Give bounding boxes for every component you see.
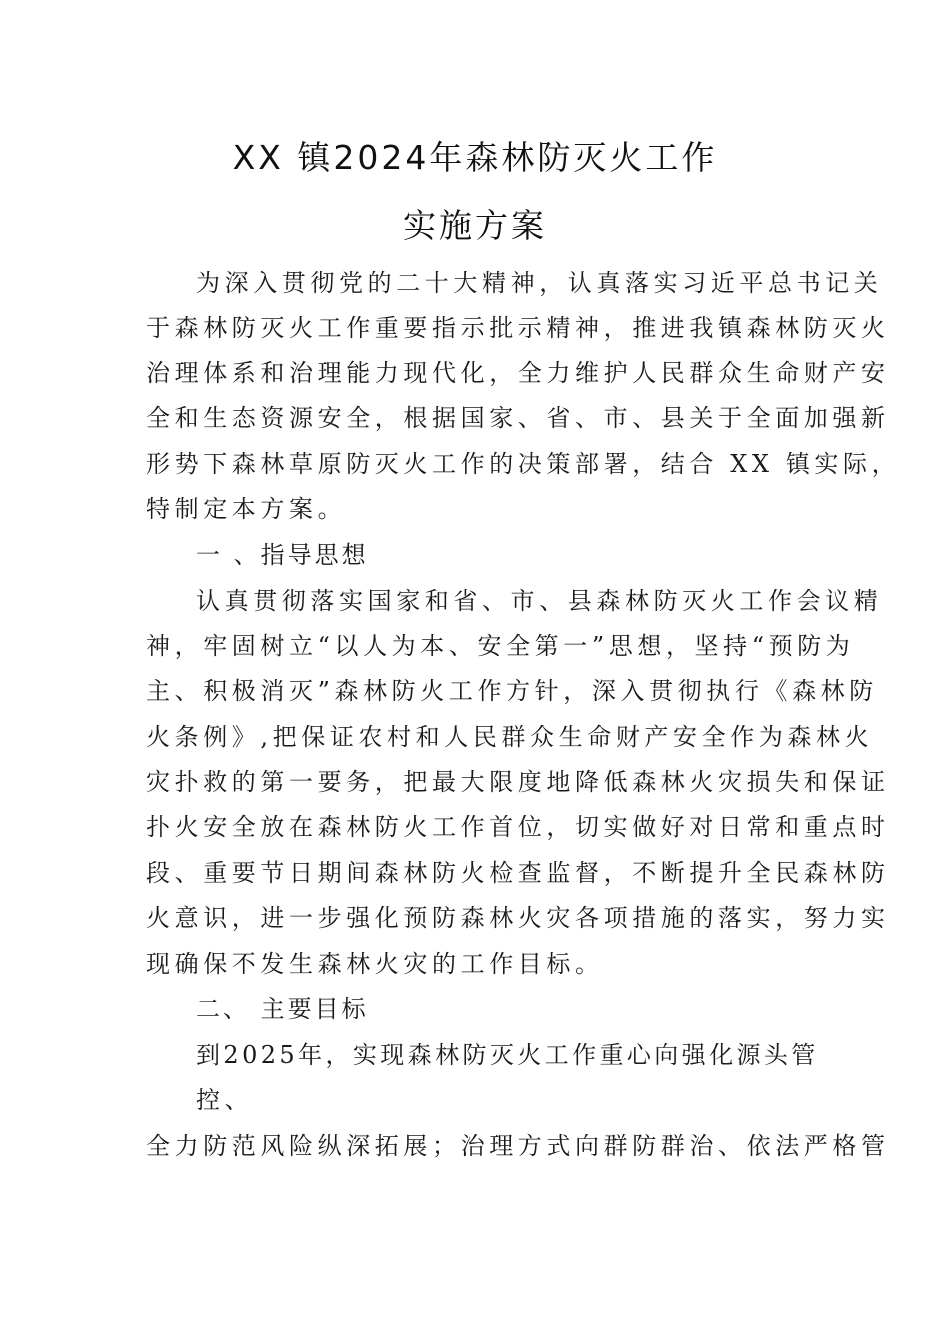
section1-line: 火条例》,把保证农村和人民群众生命财产安全作为森林火	[146, 723, 874, 751]
intro-line: 特制定本方案。	[146, 495, 347, 523]
section1-line: 灾扑救的第一要务，把最大限度地降低森林火灾损失和保证	[146, 768, 890, 796]
section1-line: 现确保不发生森林火灾的工作目标。	[146, 950, 604, 978]
intro-line: 治理体系和治理能力现代化，全力维护人民群众生命财产安	[146, 359, 890, 387]
document-title: XX 镇2024年森林防灭火工作	[232, 138, 718, 177]
section1-line: 段、重要节日期间森林防火检查监督，不断提升全民森林防	[146, 859, 890, 887]
section1-line: 扑火安全放在森林防火工作首位，切实做好对日常和重点时	[146, 813, 890, 841]
document-subtitle: 实施方案	[403, 206, 547, 245]
section2-line: 到2025年，实现森林防灭火工作重心向强化源头管	[196, 1041, 819, 1069]
section2-line: 控、	[196, 1086, 254, 1114]
intro-line: 为深入贯彻党的二十大精神，认真落实习近平总书记关	[196, 269, 883, 297]
intro-line: 于森林防灭火工作重要指示批示精神，推进我镇森林防灭火	[146, 314, 890, 342]
section1-line: 神，牢固树立“以人为本、安全第一”思想，坚持“预防为	[146, 632, 855, 660]
section-heading-main-goals: 二、 主要目标	[196, 995, 369, 1023]
section1-line: 认真贯彻落实国家和省、市、县森林防灭火工作会议精	[196, 587, 883, 615]
section2-line: 全力防范风险纵深拓展；治理方式向群防群治、依法严格管	[146, 1132, 890, 1160]
intro-line: 形势下森林草原防灭火工作的决策部署，结合 XX 镇实际，	[146, 450, 901, 478]
section-heading-guiding-ideology: 一 、指导思想	[196, 541, 369, 569]
intro-line: 全和生态资源安全，根据国家、省、市、县关于全面加强新	[146, 404, 890, 432]
section1-line: 主、积极消灭”森林防火工作方针，深入贯彻执行《森林防	[146, 677, 878, 705]
section1-line: 火意识，进一步强化预防森林火灾各项措施的落实，努力实	[146, 904, 890, 932]
